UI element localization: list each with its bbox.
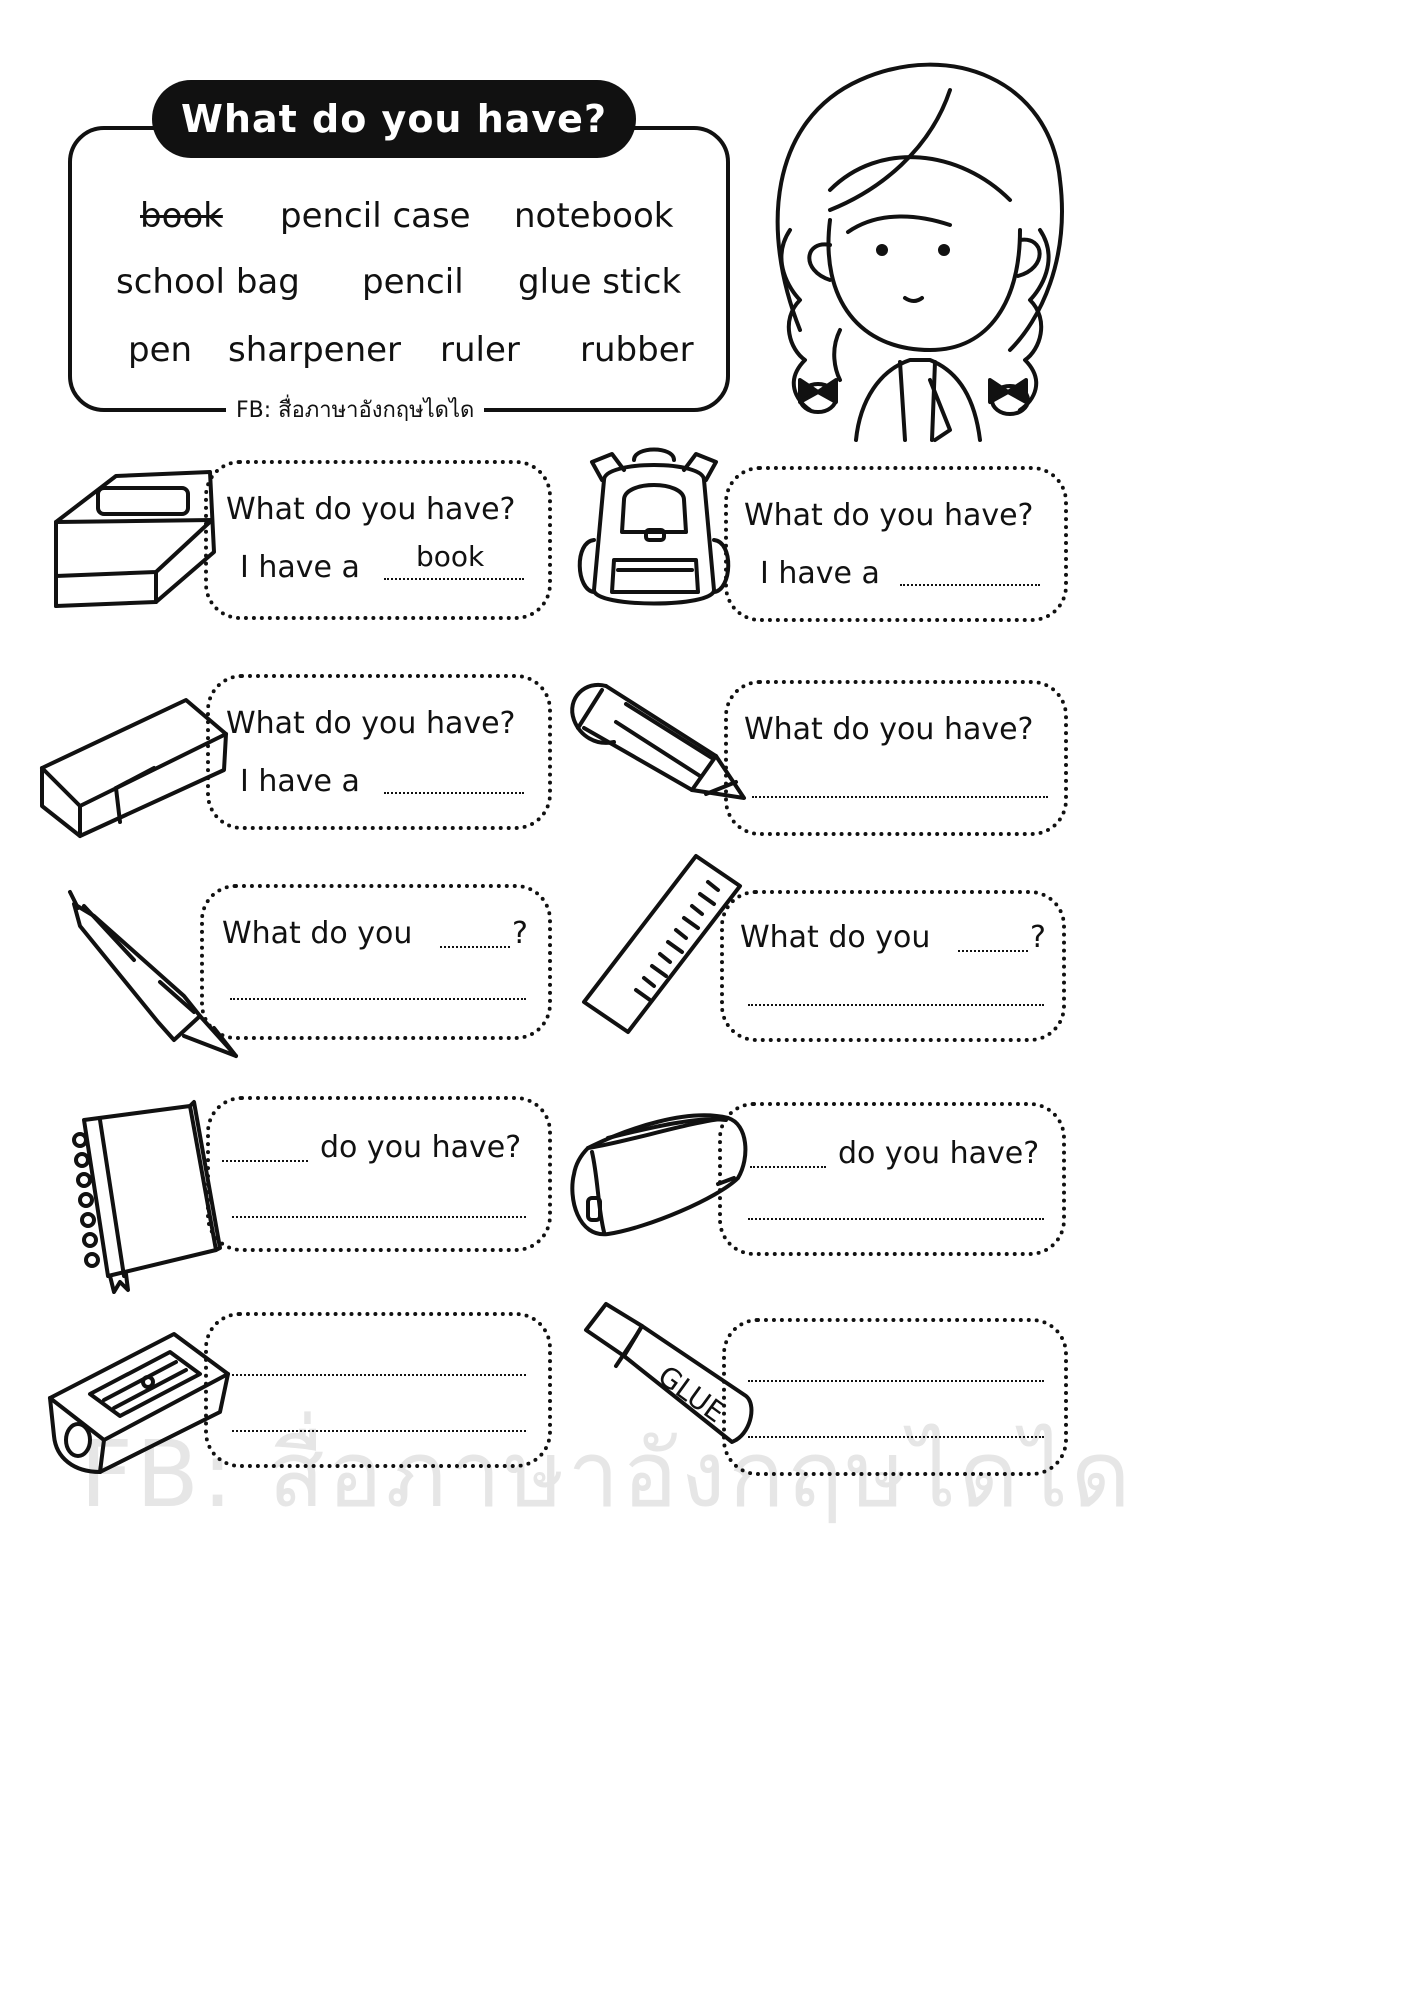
question-blank-7[interactable] xyxy=(222,1160,308,1162)
answer-value-1: book xyxy=(416,540,485,573)
school-bag-icon xyxy=(574,440,744,620)
watermark: FB: สื่อภาษาอังกฤษไดได xyxy=(80,1421,1134,1528)
question-text-5: What do you xyxy=(222,916,413,951)
answer-line-10b[interactable] xyxy=(748,1436,1044,1438)
word-school-bag: school bag xyxy=(116,262,300,302)
page-title: What do you have? xyxy=(152,80,636,158)
word-pen: pen xyxy=(128,330,193,370)
question-blank-5[interactable] xyxy=(440,946,510,948)
answer-prefix-2: I have a xyxy=(760,556,880,591)
answer-box-8 xyxy=(718,1102,1066,1256)
answer-line-4[interactable] xyxy=(752,796,1048,798)
answer-line-7[interactable] xyxy=(232,1216,526,1218)
answer-line-8[interactable] xyxy=(748,1218,1044,1220)
answer-box-2 xyxy=(724,466,1068,622)
answer-box-3 xyxy=(206,674,552,830)
answer-line-3[interactable] xyxy=(384,792,524,794)
word-book: book xyxy=(140,196,223,236)
word-pencil: pencil xyxy=(362,262,464,302)
question-text-6: What do you xyxy=(740,920,931,955)
answer-line-10a[interactable] xyxy=(748,1380,1044,1382)
answer-line-9a[interactable] xyxy=(232,1374,526,1376)
answer-line-2[interactable] xyxy=(900,584,1040,586)
question-text-1: What do you have? xyxy=(226,492,516,527)
word-ruler: ruler xyxy=(440,330,520,370)
answer-box-5 xyxy=(200,884,552,1040)
question-blank-6[interactable] xyxy=(958,950,1028,952)
answer-box-10 xyxy=(722,1318,1068,1476)
answer-line-1[interactable] xyxy=(384,578,524,580)
question-blank-8[interactable] xyxy=(750,1166,826,1168)
credit-text: FB: สื่อภาษาอังกฤษไดได xyxy=(226,392,484,427)
word-rubber: rubber xyxy=(580,330,694,370)
word-pencil-case: pencil case xyxy=(280,196,471,236)
question-text-2: What do you have? xyxy=(744,498,1034,533)
answer-box-6 xyxy=(720,890,1066,1042)
word-notebook: notebook xyxy=(514,196,674,236)
notebook-icon xyxy=(70,1100,220,1294)
book-icon xyxy=(36,462,216,622)
answer-line-5[interactable] xyxy=(230,998,526,1000)
question-tail-8: do you have? xyxy=(838,1136,1040,1171)
answer-line-9b[interactable] xyxy=(232,1430,526,1432)
answer-box-4 xyxy=(724,680,1068,836)
question-end-6: ? xyxy=(1030,920,1046,955)
question-text-4: What do you have? xyxy=(744,712,1034,747)
answer-box-7 xyxy=(206,1096,552,1252)
answer-prefix-3: I have a xyxy=(240,764,360,799)
question-tail-7: do you have? xyxy=(320,1130,522,1165)
word-sharpener: sharpener xyxy=(228,330,402,370)
pencil-icon xyxy=(566,680,750,814)
answer-box-1 xyxy=(204,460,552,620)
glue-label: GLUE xyxy=(651,1358,732,1430)
question-text-3: What do you have? xyxy=(226,706,516,741)
question-end-5: ? xyxy=(512,916,528,951)
word-glue-stick: glue stick xyxy=(518,262,682,302)
answer-box-9 xyxy=(204,1312,552,1468)
answer-prefix-1: I have a xyxy=(240,550,360,585)
answer-line-6[interactable] xyxy=(748,1004,1044,1006)
